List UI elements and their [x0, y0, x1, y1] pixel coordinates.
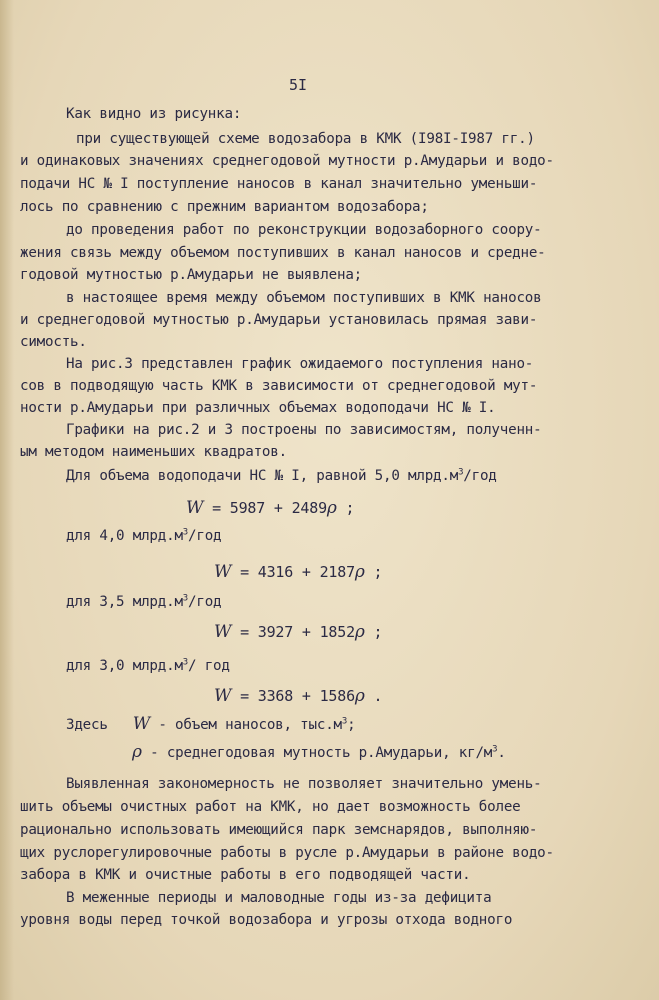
- formula-rhs: = 4316 + 2187: [231, 563, 355, 581]
- legend-prefix: Здесь: [66, 717, 108, 733]
- label-suffix: /год: [188, 594, 222, 610]
- volume-line: [66, 466, 497, 486]
- formula-symbol-w: W: [214, 562, 232, 582]
- text-line: до проведения работ по реконструкции водозаборного соору-: [66, 222, 542, 238]
- legend-symbol-rho: ρ: [132, 742, 142, 762]
- label-sup: 3: [182, 527, 189, 538]
- label-suffix: /год: [188, 528, 222, 544]
- legend-end: ;: [347, 717, 356, 733]
- label-suffix: / год: [188, 658, 230, 674]
- formula-symbol-rho: ρ: [326, 498, 337, 518]
- text-line: и среднегодовой мутностью р.Амударьи установилась прямая зави-: [20, 312, 538, 328]
- formula-4: [214, 686, 382, 706]
- label-text: для 3,5 млрд.м: [66, 594, 183, 610]
- legend-sup: 3: [492, 744, 498, 755]
- text-line: шить объемы очистных работ на КМК, но дает возможность более: [20, 799, 521, 815]
- text-line: Графики на рис.2 и 3 построены по зависимостям, полученн-: [66, 422, 542, 438]
- formula-symbol-rho: ρ: [354, 562, 365, 582]
- text-line: годовой мутностью р.Амударьи не выявлена;: [20, 267, 363, 283]
- formula-symbol-w: W: [214, 622, 232, 642]
- formula-end: ;: [364, 563, 383, 581]
- text-line: жения связь между объемом поступивших в канал наносов и средне-: [20, 245, 546, 261]
- text-line: в настоящее время между объемом поступивших в КМК наносов: [66, 290, 542, 306]
- formula-symbol-w: W: [186, 498, 204, 518]
- text-line: симость.: [20, 334, 87, 350]
- formula-label-2: [66, 526, 221, 546]
- volume-sup: 3: [458, 467, 464, 478]
- legend-end: .: [497, 745, 506, 761]
- volume-suffix: /год: [463, 468, 497, 484]
- page-number: 5I: [289, 76, 308, 94]
- text-line: рационально использовать имеющийся парк земснарядов, выполняю-: [20, 822, 538, 838]
- text-line: сов в подводящую часть КМК в зависимости от среднегодовой мут-: [20, 378, 538, 394]
- text-line: В меженные периоды и маловодные годы из-за дефицита: [66, 890, 492, 906]
- formula-2: [214, 562, 382, 582]
- legend-rho: [132, 742, 506, 763]
- text-line: подачи НС № I поступление наносов в канал значительно уменьши-: [20, 176, 538, 192]
- formula-end: ;: [364, 623, 383, 641]
- text-line: Как видно из рисунка:: [66, 106, 242, 122]
- formula-symbol-rho: ρ: [354, 622, 365, 642]
- legend-symbol-w: W: [132, 714, 151, 734]
- label-sup: 3: [182, 593, 189, 604]
- text-line: ым методом наименьших квадратов.: [20, 444, 287, 460]
- text-line: Выявленная закономерность не позволяет значительно умень-: [66, 776, 542, 792]
- formula-1: [186, 498, 354, 518]
- text-line: и одинаковых значениях среднегодовой мутности р.Амударьи и водо-: [20, 153, 554, 169]
- text-line: щих руслорегулировочные работы в русле р.Амударьи в районе водо-: [20, 845, 554, 861]
- formula-label-4: [66, 656, 230, 676]
- legend-w: [66, 714, 355, 735]
- legend-text: - объем наносов, тыс.м: [150, 717, 342, 733]
- label-text: для 4,0 млрд.м: [66, 528, 183, 544]
- volume-text: Для объема водоподачи НС № I, равной 5,0 млрд.м: [66, 468, 459, 484]
- text-line: забора в КМК и очистные работы в его подводящей части.: [20, 867, 471, 883]
- formula-symbol-rho: ρ: [354, 686, 365, 706]
- formula-end: ;: [336, 499, 355, 517]
- text-line: На рис.3 представлен график ожидаемого поступления нано-: [66, 356, 534, 372]
- label-text: для 3,0 млрд.м: [66, 658, 183, 674]
- formula-3: [214, 622, 382, 642]
- label-sup: 3: [182, 657, 189, 668]
- formula-rhs: = 3927 + 1852: [231, 623, 355, 641]
- text-line: ности р.Амударьи при различных объемах водоподачи НС № I.: [20, 400, 496, 416]
- page-edge-shadow: [0, 0, 14, 1000]
- text-line: при существующей схеме водозабора в КМК (I98I-I987 гг.): [76, 131, 535, 147]
- formula-rhs: = 5987 + 2489: [203, 499, 327, 517]
- formula-label-3: [66, 592, 221, 612]
- text-line: уровня воды перед точкой водозабора и угрозы отхода водного: [20, 912, 513, 928]
- formula-end: .: [364, 687, 383, 705]
- legend-text: - среднегодовая мутность р.Амударьи, кг/м: [141, 745, 493, 761]
- formula-rhs: = 3368 + 1586: [231, 687, 355, 705]
- formula-symbol-w: W: [214, 686, 232, 706]
- text-line: лось по сравнению с прежним вариантом водозабора;: [20, 199, 429, 215]
- legend-sup: 3: [341, 716, 348, 727]
